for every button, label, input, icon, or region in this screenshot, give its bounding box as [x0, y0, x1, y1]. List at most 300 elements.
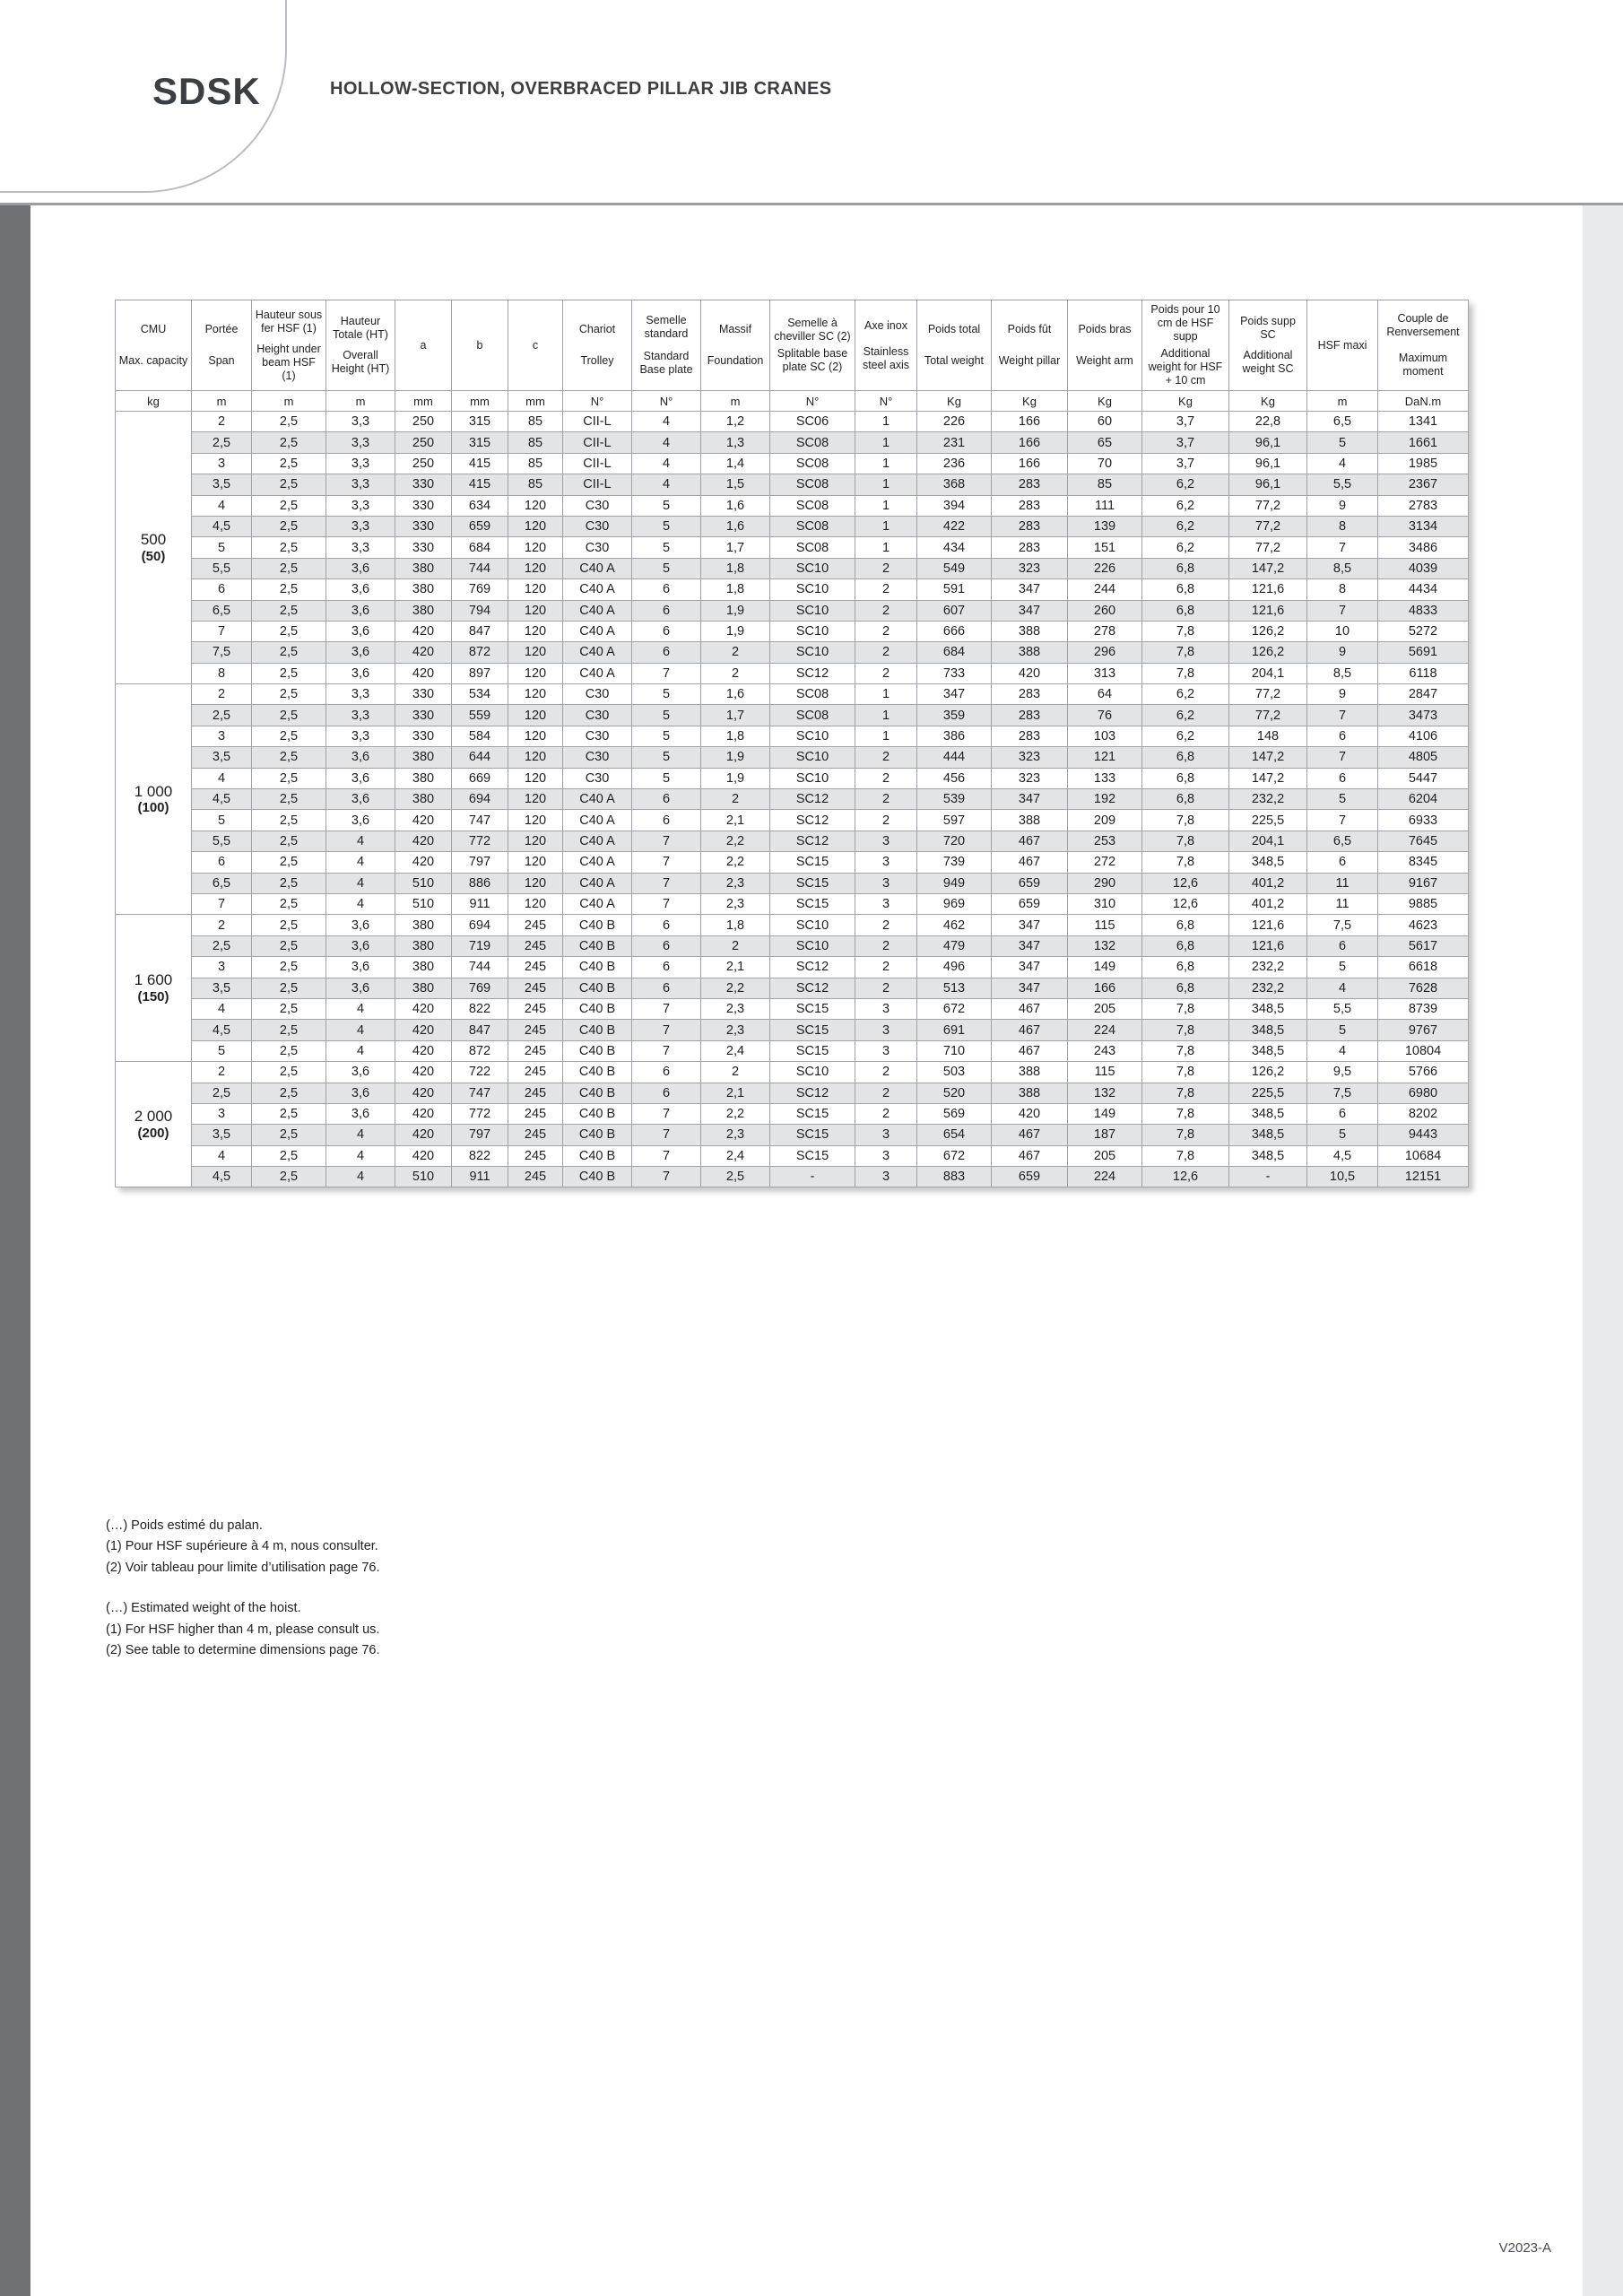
- cell-foundation: 1,9: [701, 600, 770, 621]
- cell-weight-pillar: 323: [992, 747, 1068, 768]
- cell-total-weight: 654: [917, 1125, 992, 1145]
- cell-weight-arm: 70: [1068, 453, 1142, 474]
- table-row: [116, 873, 1469, 893]
- cell-hsf-max: 10,5: [1307, 1167, 1378, 1187]
- cell-weight-pillar: 388: [992, 810, 1068, 831]
- cell-c: 120: [508, 600, 563, 621]
- cell-foundation: 1,3: [701, 432, 770, 453]
- cell-hsf-max: 7: [1307, 810, 1378, 831]
- cell-overall-height: 4: [326, 1145, 395, 1166]
- cell-splitable-plate: SC12: [770, 831, 855, 851]
- cell-moment: 1341: [1378, 412, 1469, 432]
- cell-weight-arm: 85: [1068, 474, 1142, 495]
- cell-span: 5,5: [192, 558, 252, 578]
- unit-c: mm: [508, 391, 563, 412]
- cell-add-weight-sc: 232,2: [1229, 789, 1307, 810]
- table-row: [116, 684, 1469, 705]
- cell-c: 245: [508, 978, 563, 998]
- cell-trolley: C30: [563, 768, 632, 788]
- cell-b: 644: [452, 747, 508, 768]
- brand-label: SDSK: [152, 70, 261, 112]
- cell-a: 380: [395, 558, 452, 578]
- cell-weight-arm: 115: [1068, 1062, 1142, 1083]
- cell-overall-height: 4: [326, 852, 395, 873]
- unit-addsc: Kg: [1229, 391, 1307, 412]
- cell-b: 694: [452, 915, 508, 935]
- cell-hsf-max: 5,5: [1307, 474, 1378, 495]
- unit-capacity: kg: [116, 391, 192, 412]
- cell-moment: 6118: [1378, 663, 1469, 683]
- table-row: [116, 810, 1469, 831]
- cell-span: 2: [192, 915, 252, 935]
- col-header-weight-arm-en: Weight arm: [1076, 354, 1133, 367]
- cell-weight-pillar: 388: [992, 621, 1068, 641]
- cell-weight-pillar: 283: [992, 537, 1068, 558]
- cell-stainless-axis: 2: [855, 642, 917, 663]
- cell-weight-arm: 260: [1068, 600, 1142, 621]
- cell-span: 4: [192, 768, 252, 788]
- table-row: [116, 957, 1469, 978]
- cell-hsf-max: 8,5: [1307, 558, 1378, 578]
- cell-hsf-max: 10: [1307, 621, 1378, 641]
- col-header-hsf-en: Height under beam HSF (1): [256, 342, 321, 382]
- cell-add-weight-hsf: 6,8: [1142, 600, 1229, 621]
- note-fr-1: (1) Pour HSF supérieure à 4 m, nous consulter.: [106, 1539, 378, 1554]
- table-row: [116, 600, 1469, 621]
- cell-add-weight-hsf: 7,8: [1142, 1125, 1229, 1145]
- cell-hsf: 2,5: [252, 831, 326, 851]
- cell-foundation: 2,2: [701, 852, 770, 873]
- cell-weight-arm: 64: [1068, 684, 1142, 705]
- cell-weight-arm: 209: [1068, 810, 1142, 831]
- col-header-hsf-max: HSF maxi: [1307, 300, 1378, 391]
- cell-overall-height: 3,6: [326, 621, 395, 641]
- table-row: [116, 1062, 1469, 1083]
- cell-stainless-axis: 2: [855, 810, 917, 831]
- cell-overall-height: 3,3: [326, 432, 395, 453]
- cell-add-weight-hsf: 3,7: [1142, 453, 1229, 474]
- cell-trolley: C30: [563, 726, 632, 746]
- cell-weight-arm: 76: [1068, 705, 1142, 726]
- cell-weight-arm: 313: [1068, 663, 1142, 683]
- cell-add-weight-hsf: 6,2: [1142, 684, 1229, 705]
- cell-trolley: C40 A: [563, 789, 632, 810]
- cell-trolley: C40 A: [563, 558, 632, 578]
- cell-a: 330: [395, 684, 452, 705]
- header-row-units: [116, 391, 1469, 412]
- cell-hsf: 2,5: [252, 726, 326, 746]
- cell-weight-arm: 133: [1068, 768, 1142, 788]
- col-header-trolley-fr: Chariot: [578, 323, 616, 335]
- unit-trolley: N°: [563, 391, 632, 412]
- cell-stainless-axis: 1: [855, 537, 917, 558]
- cell-moment: 2367: [1378, 474, 1469, 495]
- cell-hsf: 2,5: [252, 998, 326, 1019]
- cell-foundation: 1,6: [701, 684, 770, 705]
- cell-a: 380: [395, 789, 452, 810]
- cell-splitable-plate: SC15: [770, 1040, 855, 1061]
- cell-moment: 1661: [1378, 432, 1469, 453]
- cell-a: 330: [395, 516, 452, 536]
- cell-a: 380: [395, 579, 452, 600]
- cell-c: 85: [508, 412, 563, 432]
- col-header-maximum-moment: [1378, 300, 1469, 391]
- col-header-stainless-axis: [855, 300, 917, 391]
- cell-a: 420: [395, 1125, 452, 1145]
- col-header-capacity-en: Max. capacity: [118, 354, 188, 367]
- cell-trolley: CII-L: [563, 412, 632, 432]
- capacity-value: 1 000: [134, 782, 173, 800]
- cell-foundation: 2,3: [701, 893, 770, 914]
- cell-b: 634: [452, 495, 508, 516]
- cell-base-plate: 5: [632, 684, 701, 705]
- cell-span: 7,5: [192, 642, 252, 663]
- cell-weight-pillar: 166: [992, 453, 1068, 474]
- cell-c: 120: [508, 768, 563, 788]
- cell-moment: 6980: [1378, 1083, 1469, 1103]
- cell-hsf-max: 6: [1307, 1103, 1378, 1124]
- header-divider: [0, 203, 1623, 205]
- cell-overall-height: 4: [326, 998, 395, 1019]
- col-header-overall-height-fr: Hauteur Totale (HT): [333, 315, 388, 341]
- cell-total-weight: 513: [917, 978, 992, 998]
- cell-overall-height: 4: [326, 1125, 395, 1145]
- note-en-2: (2) See table to determine dimensions page 76.: [106, 1643, 380, 1658]
- cell-base-plate: 7: [632, 852, 701, 873]
- cell-weight-arm: 103: [1068, 726, 1142, 746]
- cell-a: 420: [395, 1103, 452, 1124]
- cell-moment: 2783: [1378, 495, 1469, 516]
- cell-splitable-plate: SC12: [770, 1083, 855, 1103]
- cell-add-weight-hsf: 7,8: [1142, 663, 1229, 683]
- cell-add-weight-hsf: 6,8: [1142, 747, 1229, 768]
- cell-splitable-plate: SC10: [770, 642, 855, 663]
- cell-foundation: 2: [701, 935, 770, 956]
- cell-c: 245: [508, 935, 563, 956]
- cell-span: 4: [192, 1145, 252, 1166]
- cell-trolley: C40 B: [563, 998, 632, 1019]
- note-fr-2: (2) Voir tableau pour limite d’utilisation page 76.: [106, 1560, 380, 1575]
- cell-foundation: 1,9: [701, 747, 770, 768]
- cell-add-weight-hsf: 7,8: [1142, 1145, 1229, 1166]
- cell-hsf: 2,5: [252, 810, 326, 831]
- cell-overall-height: 3,6: [326, 957, 395, 978]
- unit-hsf: m: [252, 391, 326, 412]
- cell-b: 847: [452, 1020, 508, 1040]
- cell-b: 684: [452, 537, 508, 558]
- cell-base-plate: 6: [632, 1062, 701, 1083]
- cell-trolley: CII-L: [563, 453, 632, 474]
- cell-hsf-max: 6: [1307, 768, 1378, 788]
- cell-hsf-max: 9: [1307, 642, 1378, 663]
- cell-moment: 8345: [1378, 852, 1469, 873]
- cell-weight-pillar: 467: [992, 1040, 1068, 1061]
- cell-add-weight-hsf: 7,8: [1142, 1103, 1229, 1124]
- cell-trolley: C40 B: [563, 915, 632, 935]
- cell-add-weight-hsf: 6,2: [1142, 705, 1229, 726]
- table-row: [116, 705, 1469, 726]
- cell-trolley: CII-L: [563, 474, 632, 495]
- col-header-capacity-fr: CMU: [140, 323, 167, 335]
- cell-c: 120: [508, 705, 563, 726]
- table-row: [116, 893, 1469, 914]
- cell-base-plate: 7: [632, 1040, 701, 1061]
- table-row: [116, 663, 1469, 683]
- cell-total-weight: 386: [917, 726, 992, 746]
- col-header-base-plate: [632, 300, 701, 391]
- col-header-foundation-fr: Massif: [718, 323, 752, 335]
- cell-overall-height: 3,3: [326, 684, 395, 705]
- cell-c: 120: [508, 789, 563, 810]
- cell-overall-height: 3,6: [326, 935, 395, 956]
- cell-total-weight: 672: [917, 1145, 992, 1166]
- cell-foundation: 2,2: [701, 978, 770, 998]
- cell-a: 380: [395, 747, 452, 768]
- cell-base-plate: 5: [632, 558, 701, 578]
- cell-trolley: C40 B: [563, 1062, 632, 1083]
- cell-weight-pillar: 323: [992, 558, 1068, 578]
- col-header-hsf: [252, 300, 326, 391]
- cell-add-weight-hsf: 7,8: [1142, 1020, 1229, 1040]
- unit-base-plate: N°: [632, 391, 701, 412]
- col-header-splitable-en: Splitable base plate SC (2): [777, 347, 848, 373]
- cell-stainless-axis: 1: [855, 453, 917, 474]
- unit-splitable: N°: [770, 391, 855, 412]
- cell-span: 3,5: [192, 747, 252, 768]
- unit-overall-height: m: [326, 391, 395, 412]
- cell-stainless-axis: 3: [855, 1020, 917, 1040]
- capacity-value: 1 600: [134, 971, 173, 989]
- cell-stainless-axis: 2: [855, 579, 917, 600]
- cell-moment: 5691: [1378, 642, 1469, 663]
- cell-overall-height: 3,6: [326, 810, 395, 831]
- cell-moment: 6204: [1378, 789, 1469, 810]
- cell-total-weight: 883: [917, 1167, 992, 1187]
- cell-add-weight-sc: 77,2: [1229, 537, 1307, 558]
- cell-trolley: C40 B: [563, 1083, 632, 1103]
- cell-a: 330: [395, 726, 452, 746]
- cell-hsf: 2,5: [252, 412, 326, 432]
- cell-b: 559: [452, 705, 508, 726]
- cell-span: 3,5: [192, 1125, 252, 1145]
- cell-base-plate: 6: [632, 600, 701, 621]
- cell-foundation: 1,2: [701, 412, 770, 432]
- col-header-a: a: [395, 300, 452, 391]
- cell-total-weight: 359: [917, 705, 992, 726]
- cell-c: 245: [508, 1040, 563, 1061]
- cell-add-weight-sc: 96,1: [1229, 432, 1307, 453]
- cell-moment: 1985: [1378, 453, 1469, 474]
- cell-weight-arm: 115: [1068, 915, 1142, 935]
- spec-table: [115, 300, 1469, 1187]
- cell-weight-pillar: 283: [992, 705, 1068, 726]
- cell-c: 120: [508, 642, 563, 663]
- cell-a: 420: [395, 810, 452, 831]
- cell-add-weight-hsf: 6,2: [1142, 726, 1229, 746]
- cell-hsf-max: 7: [1307, 600, 1378, 621]
- cell-hsf-max: 6,5: [1307, 412, 1378, 432]
- cell-span: 3: [192, 957, 252, 978]
- cell-hsf-max: 7: [1307, 537, 1378, 558]
- cell-b: 772: [452, 1103, 508, 1124]
- cell-stainless-axis: 3: [855, 831, 917, 851]
- cell-moment: 10684: [1378, 1145, 1469, 1166]
- cell-c: 120: [508, 726, 563, 746]
- cell-base-plate: 5: [632, 726, 701, 746]
- cell-total-weight: 569: [917, 1103, 992, 1124]
- table-row: [116, 621, 1469, 641]
- spec-table-head: [116, 300, 1469, 412]
- cell-total-weight: 739: [917, 852, 992, 873]
- cell-moment: 4434: [1378, 579, 1469, 600]
- cell-moment: 4805: [1378, 747, 1469, 768]
- cell-a: 420: [395, 663, 452, 683]
- cell-hsf-max: 4: [1307, 1040, 1378, 1061]
- cell-a: 510: [395, 1167, 452, 1187]
- cell-hsf-max: 8: [1307, 516, 1378, 536]
- footer-band: [30, 2203, 1583, 2296]
- cell-add-weight-hsf: 6,8: [1142, 558, 1229, 578]
- cell-moment: 7645: [1378, 831, 1469, 851]
- cell-hsf-max: 6: [1307, 852, 1378, 873]
- cell-stainless-axis: 3: [855, 893, 917, 914]
- cell-splitable-plate: SC08: [770, 705, 855, 726]
- note-en-0: (…) Estimated weight of the hoist.: [106, 1601, 301, 1616]
- cell-weight-arm: 244: [1068, 579, 1142, 600]
- cell-a: 380: [395, 768, 452, 788]
- note-fr-0: (…) Poids estimé du palan.: [106, 1518, 263, 1533]
- cell-a: 420: [395, 1083, 452, 1103]
- cell-span: 2: [192, 412, 252, 432]
- cell-weight-pillar: 467: [992, 1145, 1068, 1166]
- cell-splitable-plate: SC08: [770, 474, 855, 495]
- cell-add-weight-hsf: 6,8: [1142, 915, 1229, 935]
- cell-hsf: 2,5: [252, 558, 326, 578]
- cell-hsf-max: 5: [1307, 432, 1378, 453]
- cell-hsf-max: 7: [1307, 747, 1378, 768]
- cell-base-plate: 5: [632, 747, 701, 768]
- cell-hsf-max: 4: [1307, 978, 1378, 998]
- cell-c: 120: [508, 684, 563, 705]
- table-row: [116, 935, 1469, 956]
- cell-weight-arm: 224: [1068, 1020, 1142, 1040]
- table-row: [116, 579, 1469, 600]
- cell-base-plate: 6: [632, 810, 701, 831]
- cell-a: 330: [395, 495, 452, 516]
- cell-trolley: C30: [563, 747, 632, 768]
- table-row: [116, 432, 1469, 453]
- cell-span: 6: [192, 852, 252, 873]
- cell-hsf-max: 6: [1307, 726, 1378, 746]
- unit-axis: N°: [855, 391, 917, 412]
- cell-overall-height: 3,6: [326, 789, 395, 810]
- cell-c: 245: [508, 1103, 563, 1124]
- cell-base-plate: 5: [632, 495, 701, 516]
- cell-base-plate: 7: [632, 1145, 701, 1166]
- cell-hsf-max: 7,5: [1307, 1083, 1378, 1103]
- cell-b: 415: [452, 474, 508, 495]
- cell-add-weight-hsf: 12,6: [1142, 873, 1229, 893]
- table-row: [116, 998, 1469, 1019]
- cell-hsf: 2,5: [252, 915, 326, 935]
- cell-add-weight-hsf: 6,8: [1142, 579, 1229, 600]
- left-edge-bar: [0, 0, 30, 2296]
- cell-span: 2,5: [192, 432, 252, 453]
- cell-span: 2: [192, 1062, 252, 1083]
- cell-base-plate: 4: [632, 432, 701, 453]
- cell-weight-arm: 65: [1068, 432, 1142, 453]
- cell-weight-arm: 192: [1068, 789, 1142, 810]
- cell-add-weight-sc: 77,2: [1229, 495, 1307, 516]
- unit-weight-arm: Kg: [1068, 391, 1142, 412]
- cell-weight-pillar: 467: [992, 1020, 1068, 1040]
- cell-splitable-plate: SC08: [770, 453, 855, 474]
- cell-c: 245: [508, 1062, 563, 1083]
- unit-hsf-max: m: [1307, 391, 1378, 412]
- cell-overall-height: 3,6: [326, 747, 395, 768]
- cell-foundation: 2: [701, 1062, 770, 1083]
- cell-add-weight-sc: 232,2: [1229, 957, 1307, 978]
- cell-span: 6: [192, 579, 252, 600]
- cell-foundation: 1,4: [701, 453, 770, 474]
- cell-trolley: C40 A: [563, 852, 632, 873]
- cell-foundation: 2: [701, 789, 770, 810]
- cell-c: 245: [508, 998, 563, 1019]
- cell-splitable-plate: SC12: [770, 957, 855, 978]
- cell-c: 85: [508, 453, 563, 474]
- col-header-weight-arm-fr: Poids bras: [1078, 323, 1132, 335]
- table-row: [116, 495, 1469, 516]
- cell-weight-pillar: 467: [992, 831, 1068, 851]
- cell-stainless-axis: 1: [855, 516, 917, 536]
- cell-add-weight-sc: 77,2: [1229, 684, 1307, 705]
- cell-overall-height: 3,6: [326, 579, 395, 600]
- cell-hsf: 2,5: [252, 852, 326, 873]
- cell-weight-pillar: 166: [992, 432, 1068, 453]
- cell-stainless-axis: 2: [855, 621, 917, 641]
- cell-splitable-plate: SC15: [770, 852, 855, 873]
- cell-add-weight-hsf: 7,8: [1142, 810, 1229, 831]
- cell-foundation: 2,2: [701, 831, 770, 851]
- cell-add-weight-hsf: 6,8: [1142, 935, 1229, 956]
- cell-hsf: 2,5: [252, 1083, 326, 1103]
- cell-b: 747: [452, 1083, 508, 1103]
- cell-base-plate: 4: [632, 474, 701, 495]
- cell-foundation: 2,3: [701, 1125, 770, 1145]
- cell-weight-pillar: 467: [992, 998, 1068, 1019]
- cell-b: 872: [452, 1040, 508, 1061]
- cell-add-weight-sc: 148: [1229, 726, 1307, 746]
- cell-weight-arm: 226: [1068, 558, 1142, 578]
- cell-a: 380: [395, 957, 452, 978]
- cell-total-weight: 368: [917, 474, 992, 495]
- unit-add10: Kg: [1142, 391, 1229, 412]
- cell-b: 747: [452, 810, 508, 831]
- cell-hsf: 2,5: [252, 935, 326, 956]
- cell-total-weight: 733: [917, 663, 992, 683]
- cell-hsf: 2,5: [252, 1145, 326, 1166]
- cell-foundation: 2,5: [701, 1167, 770, 1187]
- cell-add-weight-sc: 401,2: [1229, 873, 1307, 893]
- cell-hsf-max: 9: [1307, 495, 1378, 516]
- cell-total-weight: 503: [917, 1062, 992, 1083]
- col-header-moment-en: Maximum moment: [1398, 352, 1448, 378]
- cell-trolley: C30: [563, 537, 632, 558]
- cell-b: 744: [452, 558, 508, 578]
- table-row: [116, 1040, 1469, 1061]
- cell-trolley: C40 B: [563, 935, 632, 956]
- cell-add-weight-sc: 348,5: [1229, 1040, 1307, 1061]
